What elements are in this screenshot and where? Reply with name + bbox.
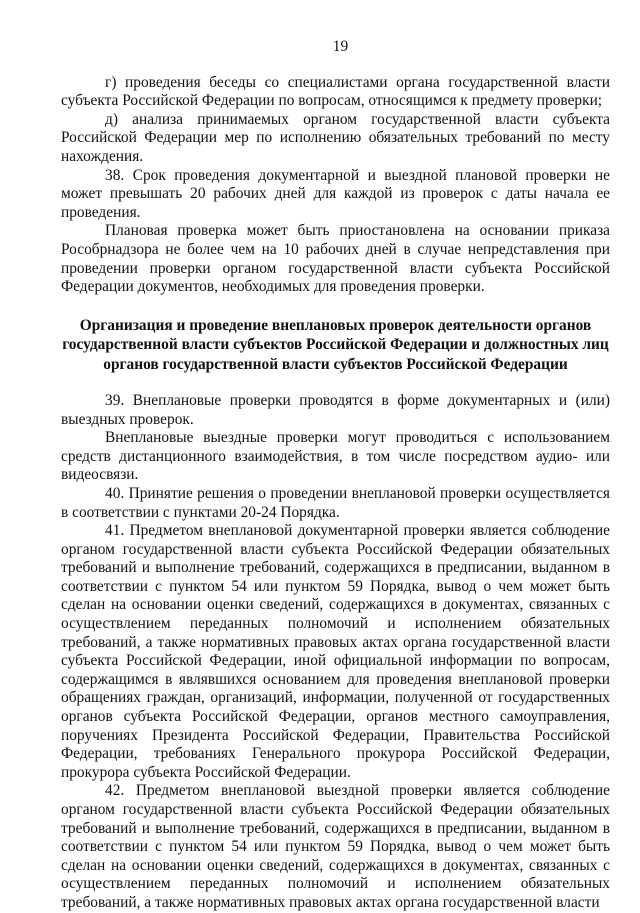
paragraph-41: 41. Предметом внеплановой документарной проверки является соблюдение органом государственной власти субъекта Российской Федерации обязательных требований и выполнение требований, содержащихся в предписании, выданном в соответствии с пунктом 54 или пунктом 59 Порядка, вывод о чем может быть сделан на основании оценки сведений, содержащихся в документах, связанных с осуществлением переданных полномочий и исполнением обязательных требований, а также нормативных правовых актах органа государственной власти субъекта Российской Федерации, иной официальной информации по вопросам, содержащимся в являвшихся основанием для проведения внеплановой проверки обращениях граждан, организаций, информации, полученной от государственных органов субъекта Российской Федерации, органов местного самоуправления, поручениях Президента Российской Федерации, Правительства Российской Федерации, требованиях Генерального прокурора Российской Федерации, прокурора субъекта Российской Федерации.: [61, 522, 610, 781]
section-heading-line: государственной власти субъектов Российской Федерации и должностных лиц: [62, 336, 609, 354]
paragraph-39: 39. Внеплановые проверки проводятся в форме документарных и (или) выездных проверок.: [61, 391, 610, 428]
paragraph-42: 42. Предметом внеплановой выездной проверки является соблюдение органом государственной власти субъекта Российской Федерации обязательных требований и выполнение требований, содержащихся в предписании, выданном в соответствии с пунктом 54 или пунктом 59 Порядка, вывод о чем может быть сделан на основании оценки сведений, содержащихся в документах, связанных с осуществлением переданных полномочий и исполнением обязательных требований, а также нормативных правовых актах органа государственной власти: [61, 782, 610, 911]
paragraph-item-d: д) анализа принимаемых органом государственной власти субъекта Российской Федерации мер по исполнению обязательных требований по месту нахождения.: [61, 110, 610, 165]
section-heading: [61, 316, 610, 374]
section-heading-line: Организация и проведение внеплановых проверок деятельности органов: [79, 316, 592, 334]
paragraph-suspension: Плановая проверка может быть приостановлена на основании приказа Рособрнадзора не более чем на 10 рабочих дней в случае непредставления при проведении проверки органом государственной власти субъекта Российской Федерации документов, необходимых для проведения проверки.: [61, 222, 610, 296]
paragraph-38: 38. Срок проведения документарной и выездной плановой проверки не может превышать 20 рабочих дней для каждой из проверок с даты начала ее проведения.: [61, 166, 610, 221]
page-number: 19: [332, 38, 349, 55]
paragraph-40: 40. Принятие решения о проведении внеплановой проверки осуществляется в соответствии с пунктами 20-24 Порядка.: [61, 484, 610, 521]
paragraph-remote-inspections: Внеплановые выездные проверки могут проводиться с использованием средств дистанционного взаимодействия, в том числе посредством аудио- или видеосвязи.: [61, 429, 610, 484]
paragraph-item-g: г) проведения беседы со специалистами органа государственной власти субъекта Российской Федерации по вопросам, относящимся к предмету проверки;: [61, 73, 610, 110]
section-heading-line: органов государственной власти субъектов Российской Федерации: [103, 355, 568, 373]
